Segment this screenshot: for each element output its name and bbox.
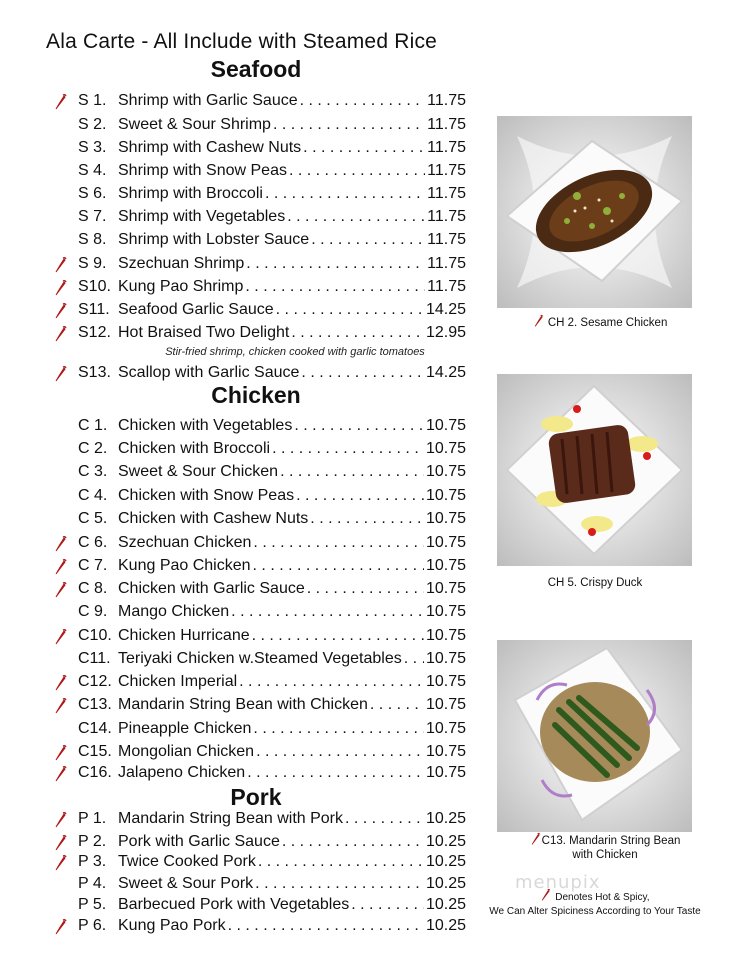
item-code: C 2. bbox=[78, 440, 108, 457]
item-code: P 5. bbox=[78, 896, 107, 913]
item-code: S 7. bbox=[78, 208, 107, 225]
item-code: C14. bbox=[78, 720, 112, 737]
section-title-pork: Pork bbox=[230, 784, 282, 810]
menu-item bbox=[52, 415, 472, 437]
item-code: S10. bbox=[78, 278, 111, 295]
pepper-icon bbox=[54, 811, 68, 829]
item-code: C 8. bbox=[78, 580, 108, 597]
menu-item bbox=[52, 362, 472, 384]
item-name: Shrimp with Broccoli bbox=[118, 185, 263, 202]
menu-item bbox=[52, 532, 472, 554]
dot-leader bbox=[345, 808, 424, 830]
item-name: Chicken with Broccoli bbox=[118, 440, 271, 457]
dot-leader bbox=[246, 253, 425, 275]
menu-item bbox=[52, 741, 472, 763]
item-price: 10.75 bbox=[425, 487, 466, 504]
item-name: Mongolian Chicken bbox=[118, 743, 255, 760]
item-code: S11. bbox=[78, 301, 110, 318]
item-price: 11.75 bbox=[427, 116, 466, 133]
s12-description: Stir-fried shrimp, chicken cooked with garlic tomatoes bbox=[165, 346, 425, 358]
dot-leader bbox=[239, 671, 424, 693]
item-name: Seafood Garlic Sauce bbox=[118, 301, 274, 318]
dot-leader bbox=[296, 485, 424, 507]
dot-leader bbox=[273, 114, 425, 136]
item-code: P 2. bbox=[78, 833, 107, 850]
item-price: 10.75 bbox=[425, 557, 466, 574]
item-name: Szechuan Shrimp bbox=[118, 255, 245, 272]
menu-item bbox=[52, 114, 472, 136]
item-price: 10.25 bbox=[425, 853, 466, 870]
item-code: P 4. bbox=[78, 875, 107, 892]
item-price: 10.75 bbox=[425, 720, 466, 737]
dot-leader bbox=[253, 555, 424, 577]
menu-item bbox=[52, 894, 472, 916]
item-price: 10.75 bbox=[425, 417, 466, 434]
item-code: S12. bbox=[78, 324, 111, 341]
menu-item bbox=[52, 160, 472, 182]
item-name: Kung Pao Pork bbox=[118, 917, 226, 934]
item-price: 10.75 bbox=[425, 673, 466, 690]
dot-leader bbox=[282, 831, 424, 853]
item-price: 10.75 bbox=[425, 650, 466, 667]
item-name: Kung Pao Chicken bbox=[118, 557, 251, 574]
item-name: Shrimp with Vegetables bbox=[118, 208, 286, 225]
item-price: 10.25 bbox=[425, 896, 466, 913]
dot-leader bbox=[287, 206, 425, 228]
menu-item bbox=[52, 851, 472, 873]
dot-leader bbox=[280, 461, 424, 483]
item-name: Scallop with Garlic Sauce bbox=[118, 364, 300, 381]
pepper-icon bbox=[54, 365, 68, 383]
pepper-icon bbox=[54, 697, 68, 715]
menu-item bbox=[52, 601, 472, 623]
menu-item bbox=[52, 438, 472, 460]
item-price: 11.75 bbox=[427, 162, 466, 179]
menu-item bbox=[52, 137, 472, 159]
dot-leader bbox=[252, 625, 424, 647]
item-price: 10.75 bbox=[425, 440, 466, 457]
item-name: Szechuan Chicken bbox=[118, 534, 252, 551]
item-name: Kung Pao Shrimp bbox=[118, 278, 244, 295]
item-code: C 4. bbox=[78, 487, 108, 504]
item-price: 11.75 bbox=[427, 139, 466, 156]
menu-item bbox=[52, 253, 472, 275]
menu-item bbox=[52, 485, 472, 507]
item-name: Mandarin String Bean with Chicken bbox=[118, 696, 368, 713]
pepper-icon bbox=[54, 535, 68, 553]
item-price: 10.75 bbox=[425, 743, 466, 760]
item-price: 11.75 bbox=[427, 255, 466, 272]
sesame-chicken-caption: CH 2. Sesame Chicken bbox=[520, 314, 680, 329]
dot-leader bbox=[311, 229, 425, 251]
item-name: Chicken with Vegetables bbox=[118, 417, 293, 434]
item-price: 10.75 bbox=[425, 510, 466, 527]
item-price: 11.75 bbox=[427, 208, 466, 225]
dot-leader bbox=[404, 648, 424, 670]
item-code: C 5. bbox=[78, 510, 108, 527]
menu-item bbox=[52, 322, 472, 344]
menu-item bbox=[52, 508, 472, 530]
item-name: Barbecued Pork with Vegetables bbox=[118, 896, 350, 913]
item-name: Pork with Garlic Sauce bbox=[118, 833, 280, 850]
item-code: C 1. bbox=[78, 417, 108, 434]
item-price: 10.25 bbox=[425, 917, 466, 934]
spicy-legend: Denotes Hot & Spicy, We Can Alter Spiciness According to Your Taste bbox=[480, 888, 710, 919]
item-code: C 9. bbox=[78, 603, 108, 620]
item-name: Pineapple Chicken bbox=[118, 720, 252, 737]
item-name: Hot Braised Two Delight bbox=[118, 324, 290, 341]
pepper-icon bbox=[54, 558, 68, 576]
pepper-icon bbox=[54, 854, 68, 872]
menu-item bbox=[52, 90, 472, 112]
watermark: menupix bbox=[515, 872, 601, 893]
crispy-duck-caption: CH 5. Crispy Duck bbox=[547, 577, 643, 589]
dot-leader bbox=[294, 415, 424, 437]
item-name: Mango Chicken bbox=[118, 603, 230, 620]
item-code: C11. bbox=[78, 650, 111, 667]
item-code: P 3. bbox=[78, 853, 107, 870]
pepper-icon bbox=[54, 765, 68, 783]
dot-leader bbox=[291, 322, 424, 344]
item-name: Shrimp with Lobster Sauce bbox=[118, 231, 310, 248]
dot-leader bbox=[256, 741, 424, 763]
item-price: 10.75 bbox=[425, 463, 466, 480]
item-code: C10. bbox=[78, 627, 112, 644]
pepper-icon bbox=[533, 314, 545, 328]
dot-leader bbox=[258, 851, 424, 873]
menu-item bbox=[52, 299, 472, 321]
item-price: 11.75 bbox=[427, 185, 466, 202]
item-name: Chicken Hurricane bbox=[118, 627, 250, 644]
menu-item bbox=[52, 718, 472, 740]
pepper-icon bbox=[54, 628, 68, 646]
item-name: Twice Cooked Pork bbox=[118, 853, 256, 870]
menu-item bbox=[52, 183, 472, 205]
dot-leader bbox=[300, 90, 426, 112]
menu-item bbox=[52, 206, 472, 228]
dot-leader bbox=[307, 578, 424, 600]
menu-item bbox=[52, 276, 472, 298]
dot-leader bbox=[245, 276, 425, 298]
menu-item bbox=[52, 229, 472, 251]
pepper-icon bbox=[540, 888, 552, 902]
item-code: C 6. bbox=[78, 534, 108, 551]
item-code: C12. bbox=[78, 673, 112, 690]
pepper-icon bbox=[54, 744, 68, 762]
item-name: Shrimp with Garlic Sauce bbox=[118, 92, 298, 109]
item-name: Jalapeno Chicken bbox=[118, 764, 246, 781]
item-code: C16. bbox=[78, 764, 112, 781]
menu-item bbox=[52, 762, 472, 784]
menu-item bbox=[52, 808, 472, 830]
item-name: Shrimp with Snow Peas bbox=[118, 162, 287, 179]
page-title: Ala Carte - All Include with Steamed Rice bbox=[46, 30, 438, 53]
item-name: Teriyaki Chicken w.Steamed Vegetables bbox=[118, 650, 402, 667]
menu-item bbox=[52, 578, 472, 600]
item-code: P 1. bbox=[78, 810, 107, 827]
item-code: C 7. bbox=[78, 557, 108, 574]
pepper-icon bbox=[54, 302, 68, 320]
menu-item bbox=[52, 461, 472, 483]
item-code: S 3. bbox=[78, 139, 107, 156]
item-code: S 9. bbox=[78, 255, 107, 272]
mandarin-string-bean-caption: C13. Mandarin String Bean with Chicken bbox=[510, 832, 700, 862]
menu-item bbox=[52, 915, 472, 937]
dot-leader bbox=[253, 718, 424, 740]
menu-item bbox=[52, 555, 472, 577]
item-code: S 4. bbox=[78, 162, 107, 179]
item-price: 10.75 bbox=[425, 627, 466, 644]
item-name: Chicken with Snow Peas bbox=[118, 487, 295, 504]
item-price: 11.75 bbox=[427, 278, 466, 295]
item-code: S 2. bbox=[78, 116, 107, 133]
item-code: C13. bbox=[78, 696, 112, 713]
dot-leader bbox=[255, 873, 424, 895]
item-price: 11.75 bbox=[427, 92, 466, 109]
mandarin-string-bean-photo bbox=[497, 640, 692, 832]
item-code: S 8. bbox=[78, 231, 107, 248]
item-name: Chicken Imperial bbox=[118, 673, 238, 690]
item-price: 10.75 bbox=[425, 764, 466, 781]
dot-leader bbox=[253, 532, 424, 554]
dot-leader bbox=[231, 601, 424, 623]
item-code: S 6. bbox=[78, 185, 107, 202]
item-name: Sweet & Sour Chicken bbox=[118, 463, 279, 480]
pepper-icon bbox=[54, 674, 68, 692]
sesame-chicken-photo bbox=[497, 116, 692, 308]
dot-leader bbox=[265, 183, 425, 205]
item-price: 10.25 bbox=[425, 810, 466, 827]
dot-leader bbox=[272, 438, 424, 460]
item-price: 12.95 bbox=[425, 324, 466, 341]
item-name: Chicken with Garlic Sauce bbox=[118, 580, 305, 597]
item-code: S13. bbox=[78, 364, 111, 381]
menu-item bbox=[52, 831, 472, 853]
dot-leader bbox=[289, 160, 425, 182]
item-price: 10.25 bbox=[425, 875, 466, 892]
pepper-icon bbox=[54, 256, 68, 274]
pepper-icon bbox=[54, 918, 68, 936]
crispy-duck-photo bbox=[497, 374, 692, 566]
item-price: 14.25 bbox=[425, 364, 466, 381]
item-name: Sweet & Sour Shrimp bbox=[118, 116, 271, 133]
pepper-icon bbox=[54, 834, 68, 852]
item-price: 14.25 bbox=[425, 301, 466, 318]
section-title-seafood: Seafood bbox=[210, 56, 302, 82]
dot-leader bbox=[276, 299, 424, 321]
item-name: Sweet & Sour Pork bbox=[118, 875, 254, 892]
dot-leader bbox=[247, 762, 424, 784]
dot-leader bbox=[303, 137, 425, 159]
item-code: C15. bbox=[78, 743, 112, 760]
item-name: Chicken with Cashew Nuts bbox=[118, 510, 309, 527]
section-title-chicken: Chicken bbox=[211, 382, 301, 408]
dot-leader bbox=[370, 694, 424, 716]
pepper-icon bbox=[54, 325, 68, 343]
item-name: Mandarin String Bean with Pork bbox=[118, 810, 343, 827]
dot-leader bbox=[301, 362, 424, 384]
pepper-icon bbox=[54, 581, 68, 599]
item-price: 10.75 bbox=[425, 603, 466, 620]
dot-leader bbox=[351, 894, 424, 916]
dot-leader bbox=[228, 915, 424, 937]
item-code: S 1. bbox=[78, 92, 107, 109]
item-code: C 3. bbox=[78, 463, 108, 480]
item-price: 10.25 bbox=[425, 833, 466, 850]
pepper-icon bbox=[530, 832, 542, 846]
item-name: Shrimp with Cashew Nuts bbox=[118, 139, 302, 156]
menu-item bbox=[52, 671, 472, 693]
item-price: 10.75 bbox=[425, 696, 466, 713]
menu-item bbox=[52, 625, 472, 647]
menu-item bbox=[52, 694, 472, 716]
item-price: 11.75 bbox=[427, 231, 466, 248]
pepper-icon bbox=[54, 279, 68, 297]
item-code: P 6. bbox=[78, 917, 107, 934]
item-price: 10.75 bbox=[425, 580, 466, 597]
pepper-icon bbox=[54, 93, 68, 111]
menu-item bbox=[52, 648, 472, 670]
dot-leader bbox=[310, 508, 424, 530]
menu-item bbox=[52, 873, 472, 895]
item-price: 10.75 bbox=[425, 534, 466, 551]
